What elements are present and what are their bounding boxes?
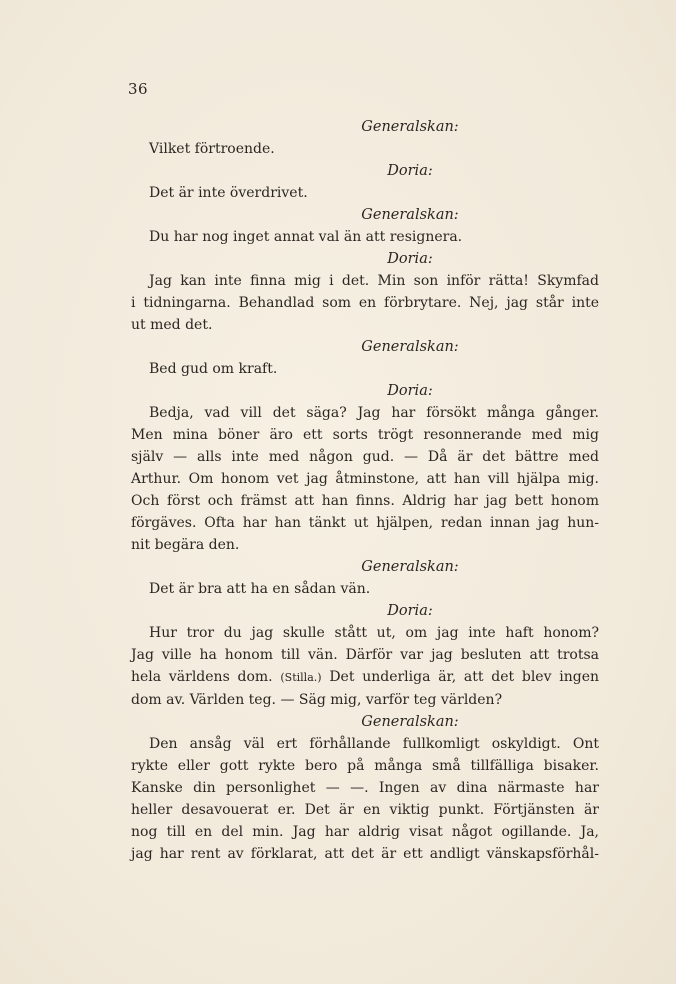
text-line: nog till en del min. Jag har aldrig visat något ogillande. Ja,	[131, 824, 599, 840]
speaker-name: Doria:	[387, 383, 433, 399]
text-line: förgäves. Ofta har han tänkt ut hjälpen, redan innan jag hun-	[131, 515, 599, 531]
text-line: Jag kan inte finna mig i det. Min son inför rätta! Skymfad	[149, 273, 599, 289]
text-line: nit begära den.	[131, 537, 240, 553]
text-line	[131, 666, 599, 689]
text-line: Arthur. Om honom vet jag åtminstone, att han vill hjälpa mig.	[131, 471, 599, 487]
text-line: Det är bra att ha en sådan vän.	[149, 581, 371, 597]
speaker-name: Generalskan:	[361, 119, 459, 135]
text-line: Kanske din personlighet — —. Ingen av dina närmaste har	[131, 780, 599, 796]
text-line: i tidningarna. Behandlad som en förbrytare. Nej, jag står inte	[131, 295, 599, 311]
text-line: Det är inte överdrivet.	[149, 185, 308, 201]
speaker-name: Generalskan:	[361, 714, 459, 730]
text-line: dom av. Världen teg. — Säg mig, varför teg världen?	[131, 692, 503, 708]
dialogue-text	[131, 116, 599, 865]
text-line: Bedja, vad vill det säga? Jag har försökt många gånger.	[149, 405, 599, 421]
text-line: Vilket förtroende.	[149, 141, 275, 157]
text-line: Och först och främst att han finns. Aldrig har jag bett honom	[131, 493, 599, 509]
text-line: heller desavouerat er. Det är en viktig punkt. Förtjänsten är	[131, 802, 599, 818]
speaker-name: Doria:	[387, 603, 433, 619]
text-line: själv — alls inte med någon gud. — Då är det bättre med	[131, 449, 599, 465]
text-line: Hur tror du jag skulle stått ut, om jag inte haft honom?	[149, 625, 599, 641]
text-segment: hela världens dom.	[131, 669, 273, 685]
speaker-name: Generalskan:	[361, 339, 459, 355]
text-line: Bed gud om kraft.	[149, 361, 278, 377]
speaker-name: Doria:	[387, 163, 433, 179]
text-line: ut med det.	[131, 317, 213, 333]
speaker-name: Generalskan:	[361, 207, 459, 223]
stage-direction: (Stilla.)	[280, 671, 322, 684]
page-number: 36	[128, 80, 149, 98]
text-line: Men mina böner äro ett sorts trögt resonnerande med mig	[131, 427, 599, 443]
text-line: Du har nog inget annat val än att resignera.	[149, 229, 463, 245]
text-line: Den ansåg väl ert förhållande fullkomligt oskyldigt. Ont	[149, 736, 599, 752]
speaker-name: Doria:	[387, 251, 433, 267]
text-line: rykte eller gott rykte bero på många små tillfälliga bisaker.	[131, 758, 599, 774]
text-line: jag har rent av förklarat, att det är ett andligt vänskapsförhål-	[131, 846, 599, 862]
text-line: Jag ville ha honom till vän. Därför var jag besluten att trotsa	[131, 647, 599, 663]
speaker-name: Generalskan:	[361, 559, 459, 575]
text-segment: Det underliga är, att det blev ingen	[329, 669, 600, 685]
